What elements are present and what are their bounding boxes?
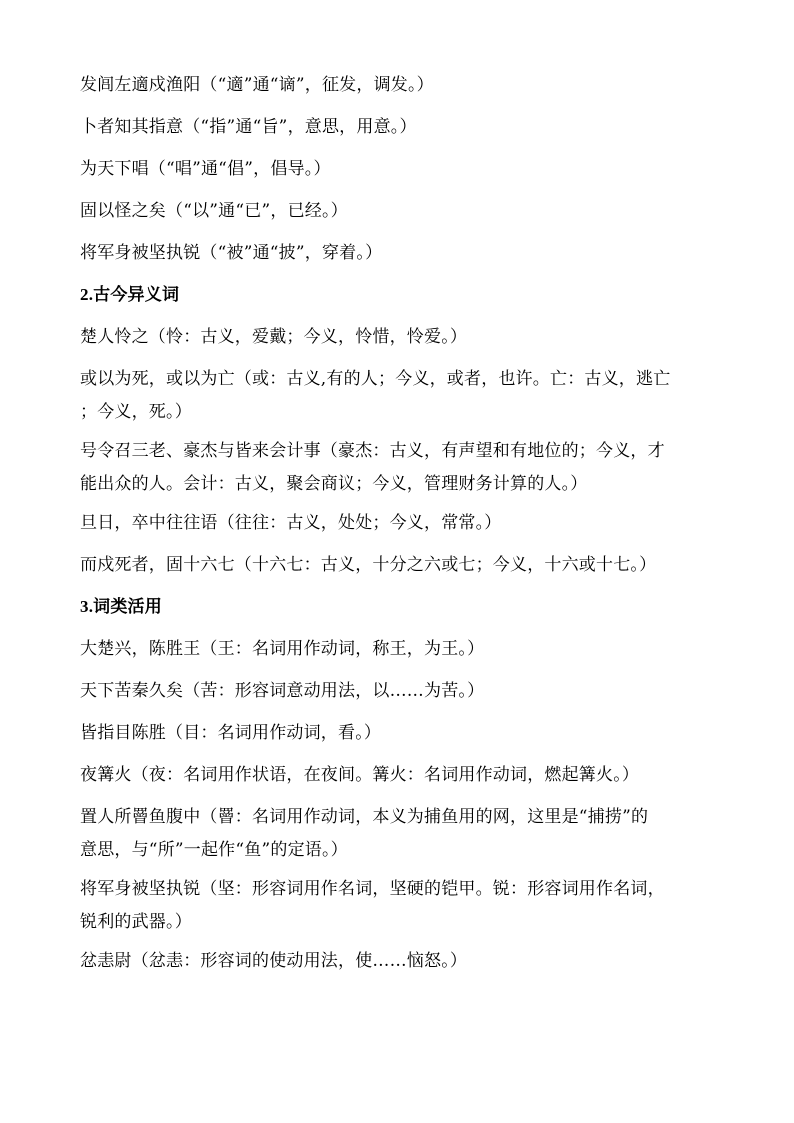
cilei-item-5-cont: 意思，与“所”一起作“鱼”的定语。）: [80, 840, 348, 860]
gujin-item-1: 楚人怜之（怜：古义，爱戴；今义，怜惜，怜爱。）: [80, 327, 468, 347]
tongjia-item-1: 发闾左適戍渔阳（“適”通“谪”，征发，调发。）: [80, 75, 434, 95]
cilei-item-3: 皆指目陈胜（目：名词用作动词，看。）: [80, 723, 382, 743]
section-title: 古今异义词: [93, 285, 180, 305]
cilei-item-2: 天下苦秦久矣（苦：形容词意动用法，以……为苦。）: [80, 681, 485, 701]
gujin-item-4: 旦日，卒中往往语（往往：古义，处处；今义，常常。）: [80, 513, 502, 533]
gujin-item-3-cont: 能出众的人。会计：古义，聚会商议；今义，管理财务计算的人。）: [80, 474, 588, 494]
cilei-item-1: 大楚兴，陈胜王（王：名词用作动词，称王，为王。）: [80, 639, 485, 659]
tongjia-item-5: 将军身被坚执锐（“被”通“披”，穿着。）: [80, 243, 383, 263]
cilei-item-6-cont: 锐利的武器。）: [80, 912, 192, 932]
section-heading-gujin: [80, 274, 720, 316]
section-number: 2.: [80, 285, 94, 304]
document-page: [80, 64, 720, 982]
gujin-item-3: 号令召三老、豪杰与皆来会计事（豪杰：古义，有声望和有地位的；今义，才: [80, 441, 665, 461]
tongjia-item-4: 固以怪之矣（“以”通“已”，已经。）: [80, 201, 348, 221]
cilei-item-6: 将军身被坚执锐（坚：形容词用作名词，坚硬的铠甲。锐：形容词用作名词，: [80, 879, 665, 899]
cilei-item-4: 夜篝火（夜：名词用作状语，在夜间。篝火：名词用作动词，燃起篝火。）: [80, 765, 640, 785]
cilei-item-5: 置人所罾鱼腹中（罾：名词用作动词，本义为捕鱼用的网，这里是“捕捞”的: [80, 807, 649, 827]
section-number: 3.: [80, 597, 94, 616]
gujin-item-5: 而戍死者，固十六七（十六七：古义，十分之六或七；今义，十六或十七。）: [80, 555, 657, 575]
section-title: 词类活用: [93, 597, 162, 617]
gujin-item-2: 或以为死，或以为亡（或：古义,有的人；今义，或者，也许。亡：古义，逃亡: [80, 369, 671, 389]
gujin-item-2-cont: ；今义，死。）: [80, 402, 192, 422]
cilei-item-7: 忿恚尉（忿恚：形容词的使动用法，使……恼怒。）: [80, 951, 468, 971]
section-heading-cilei: [80, 586, 720, 628]
tongjia-item-2: 卜者知其指意（“指”通“旨”，意思，用意。）: [80, 117, 417, 137]
tongjia-item-3: 为天下唱（“唱”通“倡”，倡导。）: [80, 159, 331, 179]
